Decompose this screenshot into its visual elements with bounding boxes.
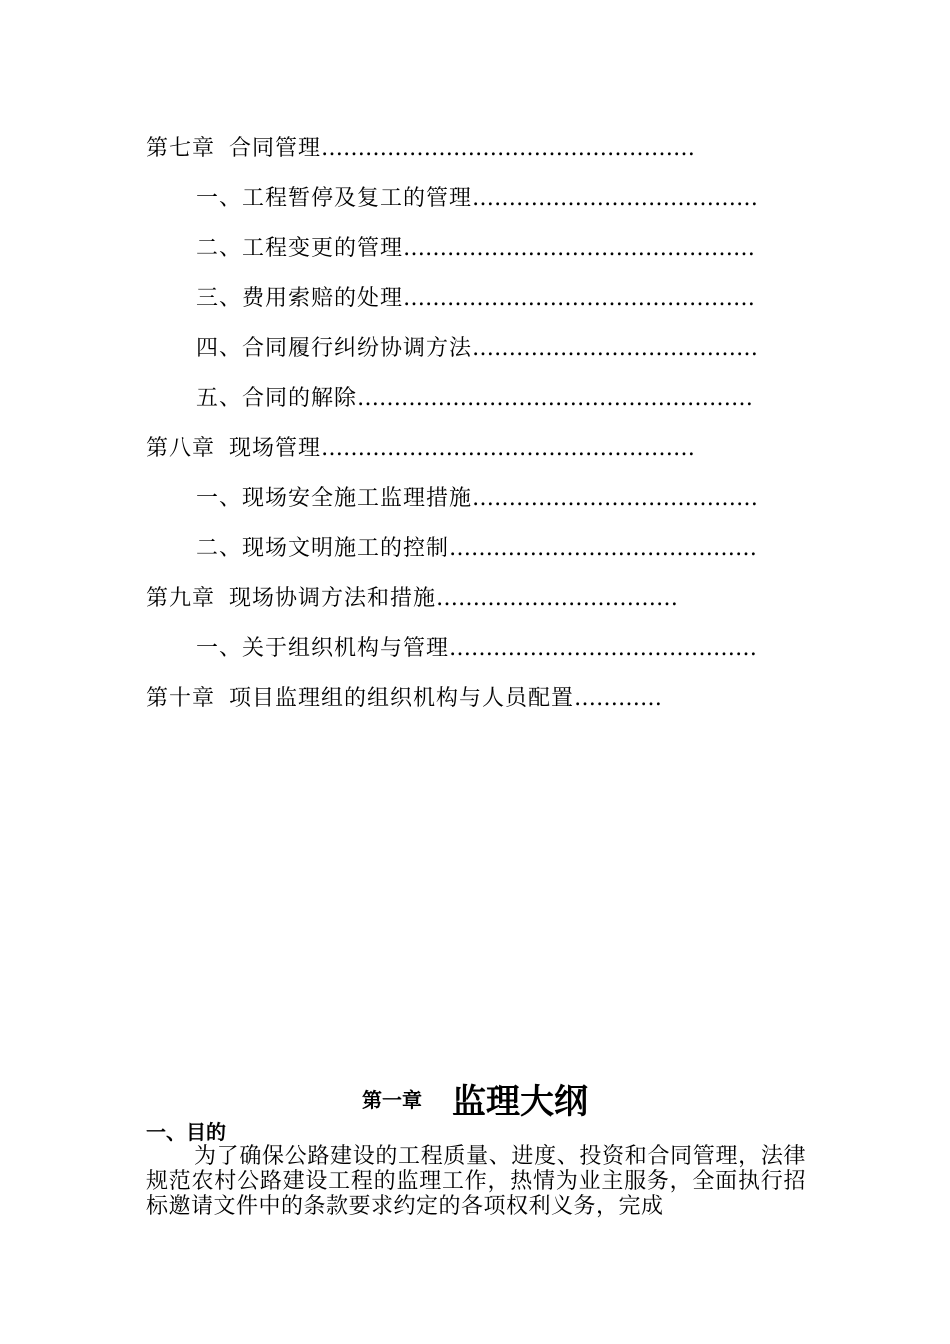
toc-section-title: 四、合同履行纠纷协调方法 (196, 336, 473, 361)
toc-chapter-9 (146, 584, 678, 614)
toc-leader-dots: …………………………………… (449, 636, 758, 661)
toc-leader-dots: ………………………………… (472, 336, 759, 361)
toc-section (196, 384, 753, 414)
toc-leader-dots: ………………………………………… (403, 286, 756, 311)
toc-leader-dots: …………………………………………… (321, 136, 696, 161)
chapter-title: 监理大纲 (452, 1082, 588, 1122)
toc-section (196, 534, 757, 564)
toc-section (196, 184, 758, 214)
toc-chapter-title: 项目监理组的组织机构与人员配置 (229, 686, 575, 711)
toc-leader-dots: …………………………………… (449, 536, 758, 561)
toc-leader-dots: …………………………… (436, 586, 679, 611)
toc-section (196, 234, 755, 264)
section-heading: 一、目的 (146, 1120, 226, 1144)
toc-section-title: 五、合同的解除 (196, 386, 358, 411)
toc-section (196, 284, 755, 314)
toc-leader-dots: ………………………………… (472, 486, 759, 511)
chapter-number: 第一章 (362, 1088, 422, 1112)
toc-chapter-title: 现场管理 (229, 436, 322, 461)
body-text (146, 1144, 806, 1219)
toc-section-title: 三、费用索赔的处理 (196, 286, 404, 311)
toc-section-title: 一、关于组织机构与管理 (196, 636, 450, 661)
toc-chapter-number: 第七章 (146, 136, 216, 161)
toc-chapter-number: 第十章 (146, 686, 216, 711)
toc-chapter-title: 合同管理 (229, 136, 322, 161)
toc-leader-dots: ……………………………………………… (357, 386, 754, 411)
toc-leader-dots: ………………………………………… (403, 236, 756, 261)
toc-section (196, 334, 758, 364)
toc-chapter-10 (146, 684, 662, 714)
chapter-heading (0, 1074, 950, 1123)
toc-section-title: 二、工程变更的管理 (196, 236, 404, 261)
body-paragraph: 为了确保公路建设的工程质量、进度、投资和合同管理，法律规范农村公路建设工程的监理工作，热情为业主服务，全面执行招标邀请文件中的条款要求约定的各项权利义务，完成 (146, 1144, 806, 1219)
toc-chapter-8 (146, 434, 695, 464)
toc-section (196, 634, 757, 664)
toc-chapter-7 (146, 134, 695, 164)
toc-section-title: 二、现场文明施工的控制 (196, 536, 450, 561)
toc-section-title: 一、工程暂停及复工的管理 (196, 186, 473, 211)
toc-chapter-number: 第八章 (146, 436, 216, 461)
toc-section (196, 484, 758, 514)
toc-chapter-title: 现场协调方法和措施 (229, 586, 437, 611)
toc-section-title: 一、现场安全施工监理措施 (196, 486, 473, 511)
toc-leader-dots: …………………………………………… (321, 436, 696, 461)
toc-leader-dots: ………… (574, 686, 663, 711)
toc-chapter-number: 第九章 (146, 586, 216, 611)
toc-leader-dots: ………………………………… (472, 186, 759, 211)
